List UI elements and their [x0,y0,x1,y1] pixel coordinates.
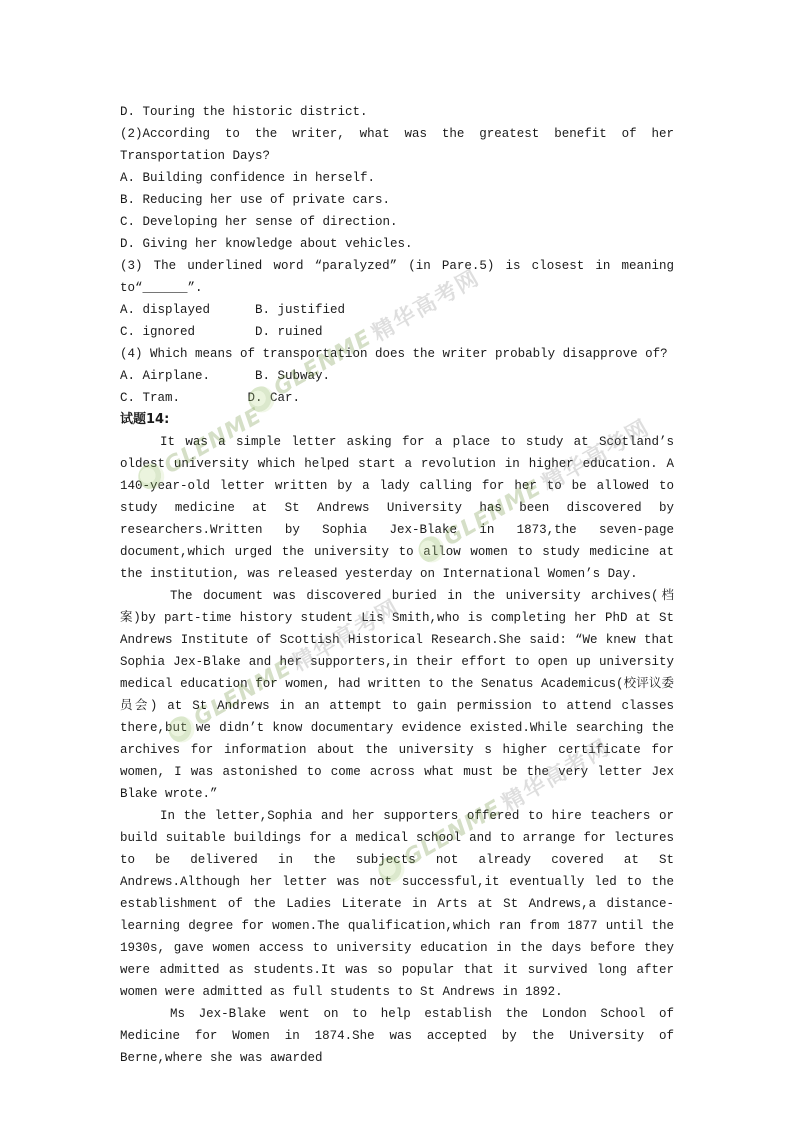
q2-option-d: D. Giving her knowledge about vehicles. [120,237,413,251]
passage-paragraph-3: In the letter,Sophia and her supporters offered to hire teachers or build suitable buildings for a medical school and to arrange for lectures to be delivered in the subjects not already covered at St Andrews.Although her letter was not successful,it eventually led to the establishment of the Ladies Literate in Arts at St Andrews,a distance-learning degree for women.The qualification,which ran from 1877 until the 1930s, gave women access to university education in the days before they were admitted as students.It was so popular that it survived long after women were admitted as full students to St Andrews in 1892. [120,809,674,999]
passage-paragraph-2: The document was discovered buried in the university archives(档案)by part-time history student Lis Smith,who is completing her PhD at St Andrews Institute of Scottish Historical Research.She said: “We knew that Sophia Jex-Blake and her supporters,in their effort to open up university medical education for women, had written to the Senatus Academicus(校评议委员会) at St Andrews in an attempt to gain permission to attend classes there,but we didn’t know documentary evidence existed.While searching the archives for information about the university s higher certificate for women, I was astonished to come across what must be the very letter Jex Blake wrote.” [120,589,674,801]
watermark-cn: 精华高考网 [288,595,405,677]
passage-paragraph-4: Ms Jex-Blake went on to help establish the London School of Medicine for Women in 1874.She was accepted by the University of Berne,where she was awarded [120,1007,674,1065]
q3-options-row1: A. displayed B. justified [120,303,346,317]
watermark-brand: GLENME [439,475,547,552]
watermark-brand: GLENME [189,655,297,732]
watermark-cn: 精华高考网 [538,415,655,497]
q2-option-a: A. Building confidence in herself. [120,171,376,185]
watermark-brand: GLENME [159,402,267,479]
passage-paragraph-1: It was a simple letter asking for a place to study at Scotland’s oldest university which helped start a revolution in higher education. A 140-year-old letter written by a lady calling for her to be allowed to study medicine at St Andrews University has been discovered by researchers.Written by Sophia Jex-Blake in 1873,the seven-page document,which urged the university to allow women to study medicine at the institution, was released yesterday on International Women’s Day. [120,435,674,581]
q4-options-row1: A. Airplane. B. Subway. [120,369,331,383]
q4-options-row2: C. Tram. D. Car. [120,391,301,405]
watermark-cn: 精华高考网 [368,265,485,347]
q4-stem: (4) Which means of transportation does the writer probably disapprove of? [120,347,668,361]
watermark-brand: GLENME [399,795,507,872]
question-14-heading: 试题14: [120,412,170,427]
q2-option-c: C. Developing her sense of direction. [120,215,398,229]
q2-stem-line1: (2)According to the writer, what was the greatest benefit of her [120,127,674,141]
q3-stem-line1: (3) The underlined word “paralyzed” (in Pare.5) is closest in meaning [120,259,674,273]
q2-stem-line2: Transportation Days? [120,149,271,163]
watermark-cn: 精华高考网 [498,735,615,817]
document-page [120,101,674,1069]
watermark-brand: GLENME [269,325,377,402]
option-d-previous: D. Touring the historic district. [120,105,368,119]
q3-stem-line2: to“______”. [120,281,203,295]
q2-option-b: B. Reducing her use of private cars. [120,193,391,207]
q3-options-row2: C. ignored D. ruined [120,325,323,339]
